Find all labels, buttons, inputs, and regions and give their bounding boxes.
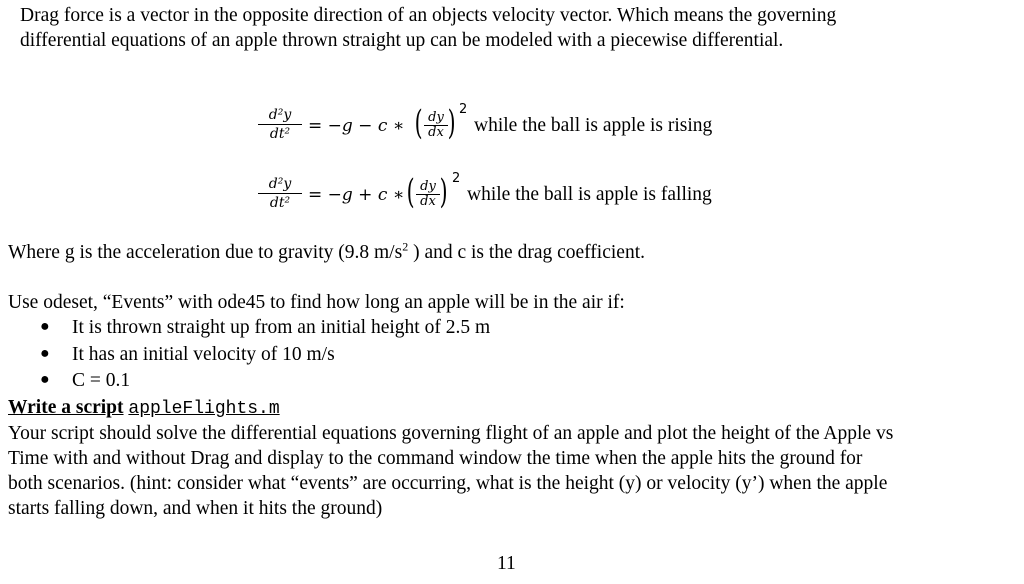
page-number: 11 [497, 553, 516, 574]
lhs-fraction [258, 107, 302, 142]
lhs-numerator: d²y [258, 176, 302, 194]
left-paren: ( [414, 103, 423, 143]
gravity-line [8, 240, 645, 265]
equation-rhs: = −g + c ∗ [308, 185, 405, 205]
intro-line-2: differential equations of an apple thrown straight up can be modeled with a piecewise differential. [20, 30, 784, 51]
intro-line-1: Drag force is a vector in the opposite direction of an objects velocity vector. Which means the governing [20, 5, 837, 26]
derivative-numerator: dy [416, 180, 440, 195]
gravity-text: Where g is the acceleration due to gravity (9.8 m/s [8, 242, 403, 263]
bullet-icon: ● [40, 318, 50, 335]
list-item: It is thrown straight up from an initial height of 2.5 m [72, 317, 491, 338]
script-line-1: Your script should solve the differential equations governing flight of an apple and plot the height of the Apple vs [8, 423, 894, 444]
condition-rising: while the ball is apple is rising [474, 115, 713, 136]
bullet-icon: ● [40, 371, 50, 388]
script-heading [8, 395, 280, 422]
equation-rhs: = −g − c ∗ [308, 116, 405, 136]
lhs-denominator: dt² [269, 195, 291, 211]
bullet-icon: ● [40, 345, 50, 362]
derivative-fraction [416, 180, 440, 209]
gravity-text-end: ) and c is the drag coefficient. [408, 242, 645, 263]
left-paren: ( [406, 172, 415, 212]
lhs-denominator: dt² [269, 126, 291, 142]
derivative-fraction [424, 111, 448, 140]
list-item: C = 0.1 [72, 370, 131, 391]
script-filename: appleFlights.m [128, 399, 280, 419]
script-line-2: Time with and without Drag and display to the command window the time when the apple hits the ground for [8, 448, 863, 469]
derivative-numerator: dy [424, 111, 448, 126]
derivative-denominator: dx [420, 194, 436, 209]
right-paren: ) [439, 172, 448, 212]
script-line-4: starts falling down, and when it hits the ground) [8, 498, 383, 519]
exponent: 2 [452, 171, 461, 186]
lhs-fraction [258, 176, 302, 211]
right-paren: ) [447, 103, 456, 143]
script-line-3: both scenarios. (hint: consider what “events” are occurring, what is the height (y) or velocity (y’) when the apple [8, 473, 888, 494]
gravity-superscript: 2 [402, 239, 409, 254]
list-item: It has an initial velocity of 10 m/s [72, 344, 335, 365]
exponent: 2 [459, 102, 468, 117]
derivative-denominator: dx [428, 125, 444, 140]
condition-falling: while the ball is apple is falling [467, 184, 712, 205]
script-heading-label: Write a script [8, 397, 124, 418]
lhs-numerator: d²y [258, 107, 302, 125]
task-intro: Use odeset, “Events” with ode45 to find how long an apple will be in the air if: [8, 292, 625, 313]
